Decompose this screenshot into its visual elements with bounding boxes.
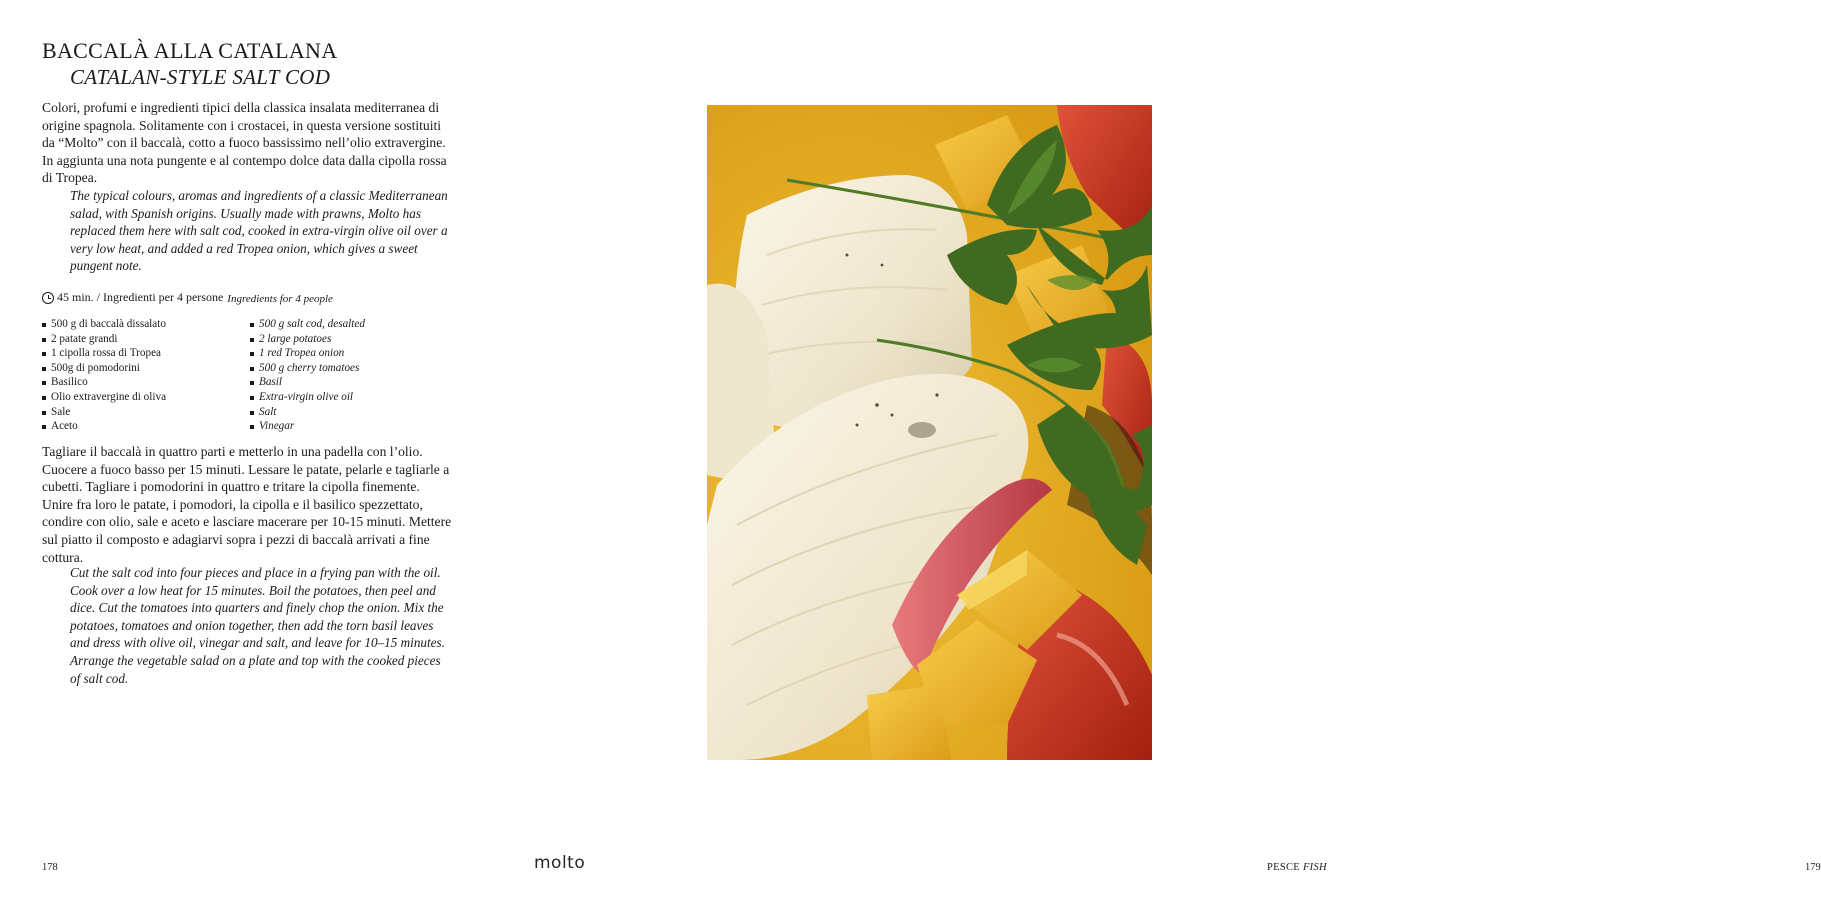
recipe-title-italian: BACCALÀ ALLA CATALANA — [42, 38, 338, 63]
ingredient-list-italian — [42, 317, 166, 434]
prep-time-english: Ingredients for 4 people — [227, 292, 333, 305]
ingredient-item: Sale — [42, 405, 166, 420]
ingredient-item: Olio extravergine di oliva — [42, 390, 166, 405]
ingredient-item: 500 g salt cod, desalted — [250, 317, 365, 332]
ingredient-item: 1 cipolla rossa di Tropea — [42, 346, 166, 361]
ingredient-item: 1 red Tropea onion — [250, 346, 365, 361]
ingredient-item: 500 g di baccalà dissalato — [42, 317, 166, 332]
ingredient-item: 500 g cherry tomatoes — [250, 361, 365, 376]
salt-cod-salad-photo — [707, 105, 1152, 760]
section-label-english: FISH — [1302, 862, 1327, 873]
ingredient-item: 500g di pomodorini — [42, 361, 166, 376]
molto-logo: molto — [534, 853, 586, 873]
ingredient-item: 2 large potatoes — [250, 332, 365, 347]
photo-illustration — [707, 105, 1152, 760]
section-label — [1267, 862, 1327, 873]
page-number-left: 178 — [42, 862, 58, 873]
recipe-title-english: CATALAN-STYLE SALT COD — [70, 65, 331, 89]
intro-english: The typical colours, aromas and ingredients of a classic Mediterranean salad, with Spanish origins. Usually made with prawns, Molto has replaced them here with salt cod, cooked in extra-virgin olive oil over a very low heat, and added a red Tropea onion, which gives a sweet pungent note. — [70, 188, 448, 274]
ingredient-item: Basil — [250, 375, 365, 390]
ingredient-list-english — [250, 317, 365, 434]
prep-time-italian: 45 min. / Ingredienti per 4 persone — [57, 290, 224, 304]
ingredient-item: Basilico — [42, 375, 166, 390]
ingredient-item: Vinegar — [250, 419, 365, 434]
prep-time-row — [42, 290, 333, 305]
left-page — [0, 0, 621, 915]
method-italian: Tagliare il baccalà in quattro parti e metterlo in una padella con l’olio. Cuocere a fuoco basso per 15 minuti. Lessare le patate, pelarle e tagliarle a cubetti. Tagliare i pomodorini in quattro e tritare la cipolla finemente. Unire fra loro le patate, i pomodori, la cipolla e il basilico spezzettato, condire con olio, sale e aceto e lasciare macerare per 10-15 minuti. Mettere sul piatto il composto e adagiarvi sopra i pezzi di baccalà arrivati a fine cottura. — [42, 444, 452, 565]
ingredient-item: 2 patate grandi — [42, 332, 166, 347]
clock-icon — [42, 292, 54, 304]
ingredient-item: Extra-virgin olive oil — [250, 390, 365, 405]
ingredient-item: Aceto — [42, 419, 166, 434]
intro-italian: Colori, profumi e ingredienti tipici della classica insalata mediterranea di origine spagnola. Solitamente con i crostacei, in questa versione sostituiti da “Molto” con il baccalà, cotto a fuoco bassissimo nell’olio extravergine. In aggiunta una nota pungente e al contempo dolce data dalla cipolla rossa di Tropea. — [42, 100, 447, 186]
page-number-right: 179 — [1805, 862, 1821, 873]
section-label-italian: PESCE — [1267, 862, 1301, 873]
ingredient-item: Salt — [250, 405, 365, 420]
method-english: Cut the salt cod into four pieces and place in a frying pan with the oil. Cook over a low heat for 15 minutes. Boil the potatoes, then peel and dice. Cut the tomatoes into quarters and finely chop the onion. Mix the potatoes, tomatoes and onion together, then add the torn basil leaves and dress with olive oil, vinegar and salt, and leave for 10–15 minutes. Arrange the vegetable salad on a plate and top with the cooked pieces of salt cod. — [70, 565, 445, 686]
